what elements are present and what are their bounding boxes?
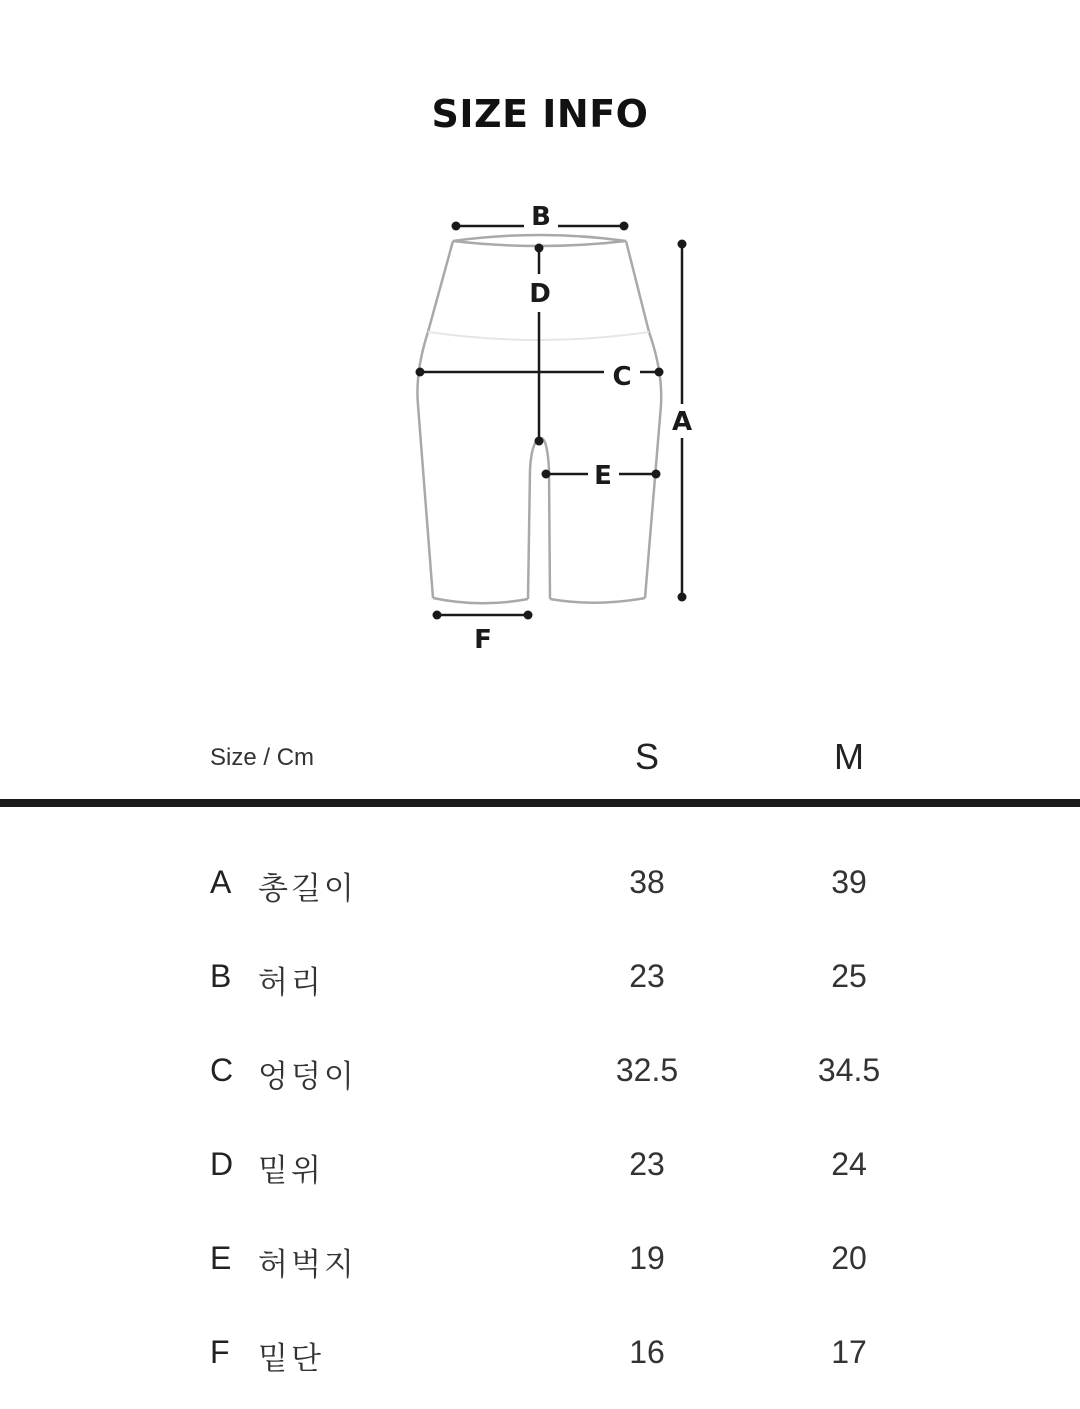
- row-letter: A: [210, 864, 232, 900]
- row-value-m: 17: [831, 1334, 867, 1370]
- left-hem: [433, 598, 528, 603]
- table-row: [0, 930, 1080, 1024]
- table-row: [0, 1212, 1080, 1306]
- row-value-m: 24: [831, 1146, 867, 1182]
- row-measurement-name: 엉덩이: [258, 1059, 357, 1095]
- row-value-m: 25: [831, 958, 867, 994]
- size-header-s: S: [634, 736, 659, 777]
- measure-lines: [420, 226, 682, 615]
- row-letter: C: [210, 1052, 234, 1088]
- row-value-s: 38: [629, 864, 665, 900]
- row-letter: D: [210, 1146, 234, 1182]
- row-letter: F: [210, 1334, 230, 1370]
- row-measurement-name: 밑위: [258, 1153, 324, 1189]
- size-header-m: M: [834, 736, 864, 777]
- right-hem: [550, 598, 645, 603]
- left-outer-seam: [417, 241, 453, 598]
- table-row: [0, 1118, 1080, 1212]
- shorts-diagram-svg: [380, 190, 720, 670]
- size-unit-label: Size / Cm: [210, 744, 315, 771]
- waist-top-curve: [453, 235, 626, 241]
- table-header: [0, 728, 1080, 788]
- label-e: E: [594, 461, 612, 491]
- measure-dots: [416, 222, 687, 620]
- left-inner-seam: [528, 440, 537, 599]
- label-c: C: [612, 362, 632, 392]
- row-value-s: 23: [629, 958, 665, 994]
- label-a: A: [671, 407, 693, 437]
- row-measurement-name: 밑단: [258, 1341, 324, 1377]
- right-outer-seam: [626, 241, 661, 598]
- row-measurement-name: 총길이: [258, 871, 357, 907]
- table-row: [0, 836, 1080, 930]
- row-value-m: 34.5: [817, 1052, 881, 1088]
- page-title: SIZE INFO: [431, 92, 649, 136]
- label-f: F: [474, 625, 492, 655]
- row-letter: B: [210, 958, 232, 994]
- shorts-measurement-diagram: [380, 190, 720, 670]
- header-divider: [0, 799, 1080, 807]
- row-letter: E: [210, 1240, 232, 1276]
- label-b: B: [531, 202, 551, 232]
- row-value-m: 20: [831, 1240, 867, 1276]
- row-measurement-name: 허벅지: [258, 1247, 357, 1283]
- row-value-s: 23: [629, 1146, 665, 1182]
- table-row: [0, 1306, 1080, 1400]
- row-value-m: 39: [831, 864, 867, 900]
- right-inner-seam: [544, 440, 550, 599]
- table-row: [0, 1024, 1080, 1118]
- label-d: D: [529, 279, 551, 309]
- row-value-s: 32.5: [615, 1052, 679, 1088]
- row-value-s: 16: [629, 1334, 665, 1370]
- row-value-s: 19: [629, 1240, 665, 1276]
- row-measurement-name: 허리: [258, 965, 324, 1001]
- size-table: [0, 836, 1080, 1400]
